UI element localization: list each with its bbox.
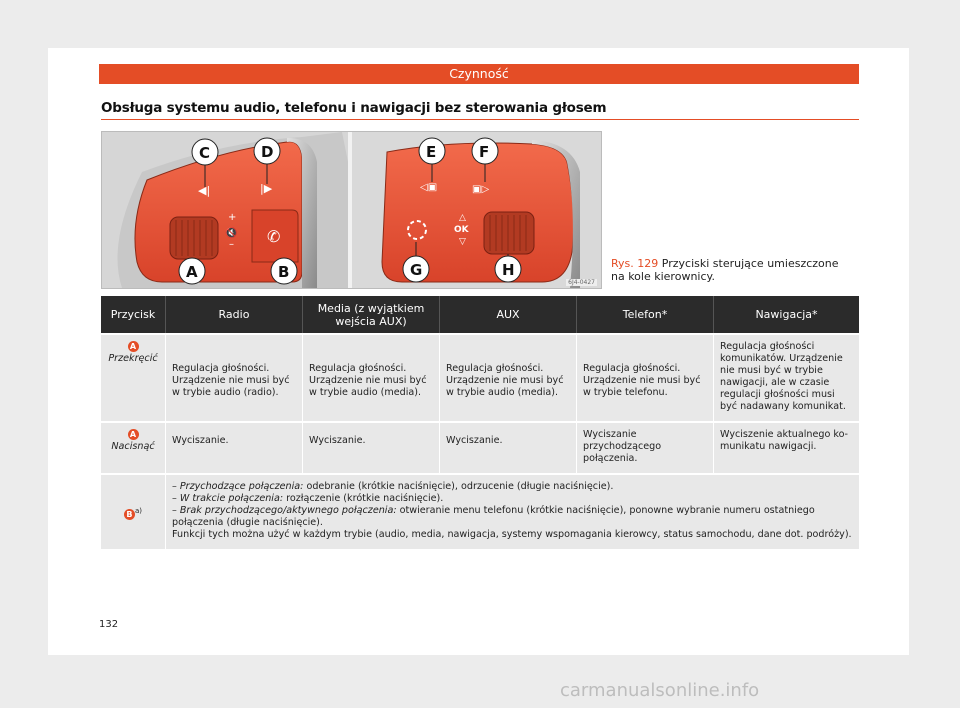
- up-arrow-icon: △: [459, 213, 466, 223]
- table-cell: Regulacja głośności komunikatów. Urządzenie nie musi być w trybie nawigacji, ale w czasie regulacji głośności musi być nadawany komunikat.: [714, 333, 859, 421]
- menu-left-icon: ◁▣: [420, 182, 438, 193]
- note-line: [172, 529, 853, 541]
- heading-rule: [101, 119, 859, 120]
- note-text: otwieranie menu telefonu (krótkie naciśnięcie), ponowne wybranie numeru ostatniego połączenia (długie naciśnięcie).: [172, 505, 815, 528]
- table-cell: Regulacja głośności. Urządzenie nie musi być w trybie telefonu.: [577, 333, 714, 421]
- row-key: [101, 421, 166, 473]
- note-label: – Brak przychodzącego/aktywnego połączenia:: [172, 505, 397, 516]
- footnote-mark: a): [134, 507, 143, 515]
- table-header-row: [101, 296, 859, 333]
- row-key: [101, 333, 166, 421]
- header-navigation: Nawigacja*: [714, 296, 859, 333]
- note-text: Funkcji tych można użyć w każdym trybie (audio, media, nawigacja, systemy wspomagania kierowcy, status samochodu, dane dot. podróży).: [172, 529, 852, 540]
- header-phone: Telefon*: [577, 296, 714, 333]
- table-cell: Regulacja głośności. Urządzenie nie musi być w trybie audio (radio).: [166, 333, 303, 421]
- header-radio: Radio: [166, 296, 303, 333]
- note-label: – Przychodzące połączenia:: [172, 481, 304, 492]
- note-text: rozłączenie (krótkie naciśnięcie).: [283, 493, 444, 504]
- row-key: [101, 473, 166, 549]
- header-button: Przycisk: [101, 296, 166, 333]
- volume-minus-icon: –: [229, 239, 234, 250]
- table-cell: Wyciszanie.: [303, 421, 440, 473]
- action-label: Nacisnąć: [111, 441, 155, 452]
- panel-divider: [348, 132, 352, 288]
- header-aux: AUX: [440, 296, 577, 333]
- section-title-bar: Czynność: [99, 64, 859, 84]
- menu-right-icon: ▣▷: [472, 184, 490, 195]
- page-heading: Obsługa systemu audio, telefonu i nawigacji bez sterowania głosem: [101, 100, 607, 116]
- figure-number: Rys. 129: [611, 257, 659, 270]
- button-badge: A: [128, 429, 139, 440]
- note-label: – W trakcie połączenia:: [172, 493, 284, 504]
- button-badge: B: [124, 509, 135, 520]
- phone-button-description: [166, 473, 859, 549]
- previous-track-icon: ◀|: [198, 184, 211, 197]
- table-cell: Regulacja głośności. Urządzenie nie musi być w trybie audio (media).: [303, 333, 440, 421]
- table-row: [101, 473, 859, 549]
- button-functions-table: [101, 296, 859, 549]
- note-line: [172, 493, 853, 505]
- phone-handset-icon: ✆: [267, 227, 281, 246]
- table-row: [101, 333, 859, 421]
- table-cell: Wyciszenie aktualnego komunikatu nawigacji.: [714, 421, 859, 473]
- label-g: G: [410, 261, 423, 279]
- figure-caption-text: Przyciski sterujące umieszczone na kole kierownicy.: [611, 257, 839, 283]
- label-a: A: [186, 263, 198, 281]
- table-cell: Wyciszanie.: [166, 421, 303, 473]
- label-c: C: [199, 144, 211, 162]
- table-cell: Regulacja głośności. Urządzenie nie musi być w trybie audio (media).: [440, 333, 577, 421]
- label-f: F: [479, 143, 490, 161]
- figure-ref-code: 6J4-0427: [568, 279, 595, 286]
- label-h: H: [502, 261, 515, 279]
- header-media: Media (z wyjątkiem wejścia AUX): [303, 296, 440, 333]
- note-line: [172, 505, 853, 529]
- steering-buttons-figure: [101, 131, 602, 289]
- down-arrow-icon: ▽: [459, 237, 466, 247]
- table-cell: Wyciszanie.: [440, 421, 577, 473]
- table-cell: Wyciszanie przychodzącego połączenia.: [577, 421, 714, 473]
- ok-label: OK: [454, 225, 469, 235]
- table-row: [101, 421, 859, 473]
- watermark: carmanualsonline.info: [560, 680, 760, 701]
- callout-a: [179, 258, 205, 284]
- mute-icon: 🔇: [225, 228, 238, 239]
- volume-plus-icon: +: [228, 212, 237, 223]
- note-text: odebranie (krótkie naciśnięcie), odrzucenie (długie naciśnięcie).: [303, 481, 614, 492]
- label-b: B: [278, 263, 290, 281]
- callout-b: [271, 258, 297, 284]
- label-e: E: [426, 143, 437, 161]
- label-d: D: [261, 143, 274, 161]
- figure-caption: [611, 257, 851, 283]
- next-track-icon: |▶: [260, 182, 273, 195]
- button-badge: A: [128, 341, 139, 352]
- note-line: [172, 481, 853, 493]
- steering-illustration: [102, 132, 601, 288]
- action-label: Przekręcić: [108, 353, 158, 364]
- page-number: 132: [99, 619, 119, 630]
